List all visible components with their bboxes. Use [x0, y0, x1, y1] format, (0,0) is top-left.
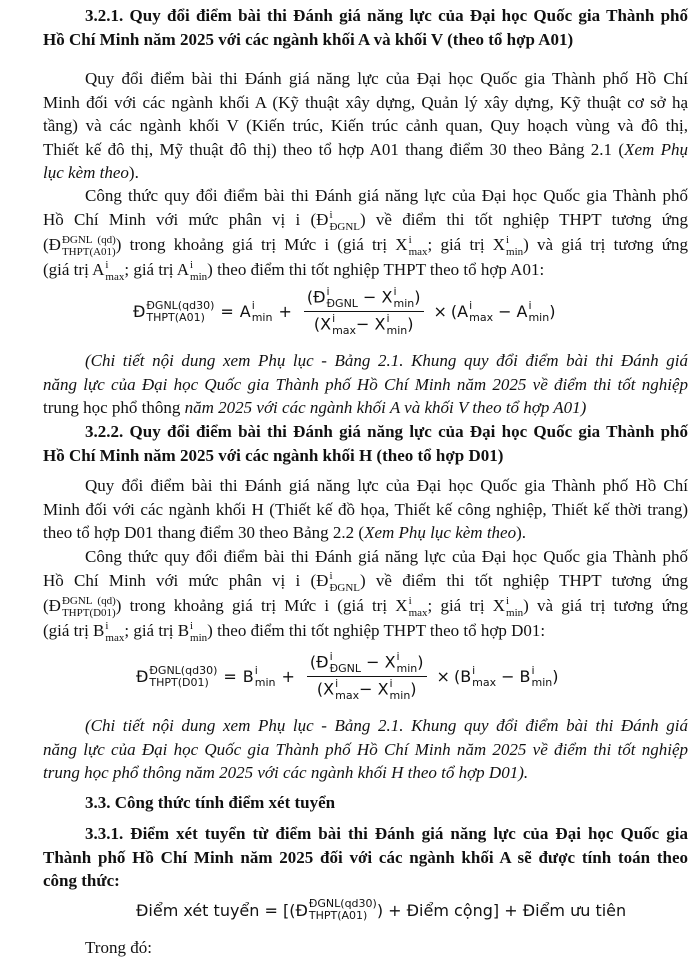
fraction: (Đ i ĐGNL − X i min ) (X i max − X i min ): [304, 286, 424, 337]
math-x-max: X i max: [395, 233, 428, 258]
text: trung học phổ thông: [43, 398, 185, 417]
text: (giá trị: [43, 259, 93, 279]
section-3-2-2-paragraph-2: [43, 545, 688, 644]
section-3-2-2-note: [43, 714, 688, 785]
text: ) và giá trị tương ứng: [523, 234, 688, 254]
section-3-3-heading: [43, 791, 688, 815]
math-x-min: X i min: [492, 233, 524, 258]
italic-text: Xem Phụ: [624, 139, 688, 159]
heading-line: 3.2.2. Quy đổi điểm bài thi Đánh giá năng lực của Đại học Quốc gia Thành phố: [85, 422, 688, 441]
formula-symbol: A: [239, 302, 251, 321]
math-b-max: B i max: [93, 619, 125, 644]
formula-symbol: B: [242, 667, 254, 686]
text: ) về điểm thi tốt nghiệp THPT tương ứng: [360, 570, 689, 590]
formula-text: Điểm xét tuyển = [(: [136, 900, 296, 920]
note-line: (Chi tiết nội dung xem Phụ lục - Bảng 2.1. Khung quy đổi điểm bài thi Đánh giá: [85, 716, 688, 735]
heading-line: Hồ Chí Minh năm 2025 với các ngành khối H (theo tổ hợp D01): [43, 445, 504, 465]
heading-line: 3.2.1. Quy đổi điểm bài thi Đánh giá năng lực của Đại học Quốc gia Thành phố: [85, 6, 688, 25]
section-3-2-1-paragraph-2: [43, 184, 688, 283]
paragraph-line: Quy đổi điểm bài thi Đánh giá năng lực của Đại học Quốc gia Thành phố Hồ Chí: [85, 476, 688, 495]
text: (giá trị: [43, 620, 94, 640]
math-b-min: B i min: [177, 619, 208, 644]
text: theo tổ hợp D01 thang điểm 30 theo Bảng 2.2 (: [43, 523, 365, 542]
math-d-dgnl: Đ i ĐGNL: [316, 208, 360, 233]
fraction: (Đ i ĐGNL − X i min ) (X i max − X i min ): [307, 651, 427, 702]
paragraph-line: [43, 208, 688, 233]
section-3-2-1-heading: [43, 4, 688, 51]
text: Thiết kế đô thị, Mỹ thuật đô thị) theo tổ hợp A01 thang điểm 30 theo Bảng 2.1 (: [43, 139, 625, 159]
trong-do-label: [43, 936, 688, 960]
paragraph-line: [43, 258, 688, 283]
formula-symbol: B: [519, 667, 531, 686]
plus-sign: +: [278, 302, 292, 321]
math-x-max: X i max: [395, 594, 428, 619]
text: ).: [516, 523, 527, 542]
math-d-thpt-qd: (Đ ĐGNL (qd) THPT(A01): [43, 233, 116, 258]
text: ; giá trị: [124, 259, 177, 279]
paragraph-line: [43, 619, 688, 644]
text: ; giá trị: [427, 595, 493, 615]
paragraph-line: [43, 594, 688, 619]
italic-text: năm 2025 với các ngành khối A và khối V theo tổ hợp A01): [184, 398, 587, 417]
heading-line: 3.3.1. Điểm xét tuyển từ điểm bài thi Đánh giá năng lực của Đại học Quốc gia: [85, 824, 688, 843]
note-line: năng lực của Đại học Quốc gia Thành phố Hồ Chí Minh năm 2025 về điểm thi tốt nghiệp: [43, 374, 688, 394]
paragraph-line: [43, 233, 688, 258]
text: Hồ Chí Minh với mức phân vị i (: [43, 209, 317, 229]
formula-symbol: Đ: [295, 900, 308, 920]
text: ) theo điểm thi tốt nghiệp THPT theo tổ hợp D01:: [207, 620, 546, 640]
heading-line: Hồ Chí Minh năm 2025 với các ngành khối A và khối V (theo tổ hợp A01): [43, 29, 574, 49]
paragraph-line: [43, 569, 688, 594]
text: Hồ Chí Minh với mức phân vị i (: [43, 570, 317, 590]
formula-text: ) + Điểm cộng] + Điểm ưu tiên: [376, 900, 627, 920]
paragraph-line: Công thức quy đổi điểm bài thi Đánh giá năng lực của Đại học Quốc gia Thành phố: [85, 547, 688, 566]
section-3-2-1-paragraph-1: [43, 67, 688, 185]
formula-symbol: A: [516, 302, 528, 321]
plus-sign: +: [281, 667, 295, 686]
heading-line: 3.3. Công thức tính điểm xét tuyển: [85, 793, 336, 812]
paragraph-line: [43, 521, 688, 545]
heading-line: Thành phố Hồ Chí Minh năm 2025 đối với các ngành khối A sẽ được tính toán theo: [43, 847, 688, 867]
section-3-2-2-paragraph-1: [43, 474, 688, 545]
italic-text: lục kèm theo: [43, 163, 129, 182]
equals-sign: =: [220, 302, 234, 321]
equals-sign: =: [223, 667, 237, 686]
text: ; giá trị: [427, 234, 493, 254]
paragraph-line: Trong đó:: [85, 938, 152, 957]
section-3-2-1-note: [43, 349, 688, 420]
formula-symbol: A: [457, 302, 469, 321]
note-line: năng lực của Đại học Quốc gia Thành phố Hồ Chí Minh năm 2025 về điểm thi tốt nghiệp: [43, 739, 688, 759]
times-sign: ×: [433, 302, 447, 321]
text: ; giá trị: [124, 620, 178, 640]
math-d-dgnl: Đ i ĐGNL: [316, 569, 360, 594]
paragraph-line: [43, 161, 688, 185]
paragraph-line: Quy đổi điểm bài thi Đánh giá năng lực của Đại học Quốc gia Thành phố Hồ Chí: [85, 69, 688, 88]
formula-symbol: B: [460, 667, 472, 686]
formula-symbol: Đ: [133, 302, 146, 321]
note-line: [43, 396, 688, 420]
note-line: trung học phổ thông năm 2025 với các ngành khối H theo tổ hợp D01).: [43, 763, 529, 782]
paragraph-line: [43, 138, 688, 162]
section-3-3-1-heading: [43, 822, 688, 893]
section-3-2-2-heading: [43, 420, 688, 467]
math-a-min: A i min: [176, 258, 208, 283]
text: ).: [128, 163, 139, 182]
math-a-max: A i max: [92, 258, 125, 283]
italic-text: Xem Phụ lục kèm theo: [364, 523, 517, 542]
text: ) về điểm thi tốt nghiệp THPT tương ứng: [360, 209, 689, 229]
math-d-thpt-qd: (Đ ĐGNL (qd) THPT(D01): [43, 594, 116, 619]
text: ) và giá trị tương ứng: [523, 595, 688, 615]
heading-line: công thức:: [43, 871, 120, 890]
document-page: 3.2.1. Quy đổi điểm bài thi Đánh giá năng lực của Đại học Quốc gia Thành phố Hồ Chí Minh năm 2025 với các ngành khối A và khối V (theo tổ hợp A01) Quy đổi điểm bài thi Đánh giá năng lực của Đại học Quốc gia Thành phố Hồ Chí Minh đối với các ngành khối A (Kỹ thuật xây dựng, Quản lý xây dựng, Kỹ thuật cơ sở hạ tầng) và các ngành khối V (Kiến trúc, Kiến trúc cảnh quan, Quy hoạch vùng và đô thị, Thiết kế đô thị, Mỹ thuật đô thị) theo tổ hợp A01 thang điểm 30 theo Bảng 2.1 (Xem Phụ lục kèm theo). Công thức quy đổi điểm bài thi Đánh giá năng lực của Đại học Quốc gia Thành phố Hồ Chí Minh với mức phân vị i (Đ i ĐGNL ) về điểm thi tốt nghiệp THPT tương ứng (Đ ĐGNL (qd) THPT(A01) ) trong khoảng giá trị Mức i (giá trị X i max ; giá trị X i min ) và giá trị tương ứng (giá trị A i max ; giá trị A i min ) theo điểm thi tốt nghiệp THPT theo tổ hợp A01: Đ ĐGNL(qd30) THPT(A01) = A i min + (Đ i ĐGNL − X i min ) (X i max − X i min ) × ( A i max − A i min ) (Chi tiết nội dung xem Phụ lục - Bảng 2.1. Khung quy đổi điểm bài thi Đánh giá năng lực của Đại học Quốc gia Thành phố Hồ Chí Minh năm 2025 về điểm thi tốt nghiệp trung học phổ thông năm 2025 với các ngành khối A và khối V theo tổ hợp A01) 3.2.2. Quy đổi điểm bài thi Đánh giá năng lực của Đại học Quốc gia Thành phố Hồ Chí Minh năm 2025 với các ngành khối H (theo tổ hợp D01) Quy đổi điểm bài thi Đánh giá năng lực của Đại học Quốc gia Thành phố Hồ Chí Minh đối với các ngành khối H (Thiết kế đồ họa, Thiết kế công nghiệp, Thiết kế thời trang) theo tổ hợp D01 thang điểm 30 theo Bảng 2.2 (Xem Phụ lục kèm theo). Công thức quy đổi điểm bài thi Đánh giá năng lực của Đại học Quốc gia Thành phố Hồ Chí Minh với mức phân vị i (Đ i ĐGNL ) về điểm thi tốt nghiệp THPT tương ứng (Đ ĐGNL (qd) THPT(D01) ) trong khoảng giá trị Mức i (giá trị X i max ; giá trị X i min ) và giá trị tương ứng (giá trị B i max ; giá trị B i min ) theo điểm thi tốt nghiệp THPT theo tổ hợp D01: Đ ĐGNL(qd30) THPT(D01) = B i min + (Đ i ĐGNL − X i min ) (X i max − X i min ) × ( B i max − B i min ) (Chi tiết nội dung xem Phụ lục - Bảng 2.1. Khung quy đổi điểm bài thi Đánh giá năng lực của Đại học Quốc gia Thành phố Hồ Chí Minh năm 2025 về điểm thi tốt nghiệp trung học phổ thông năm 2025 với các ngành khối H theo tổ hợp D01). 3.3. Công thức tính điểm xét tuyển 3.3.1. Điểm xét tuyển từ điểm bài thi Đánh giá năng lực của Đại học Quốc gia Thành phố Hồ Chí Minh năm 2025 đối với các ngành khối A sẽ được tính toán theo công thức: Điểm xét tuyển = [( Đ ĐGNL(qd30) THPT(A01) ) + Điểm cộng] + Điểm ưu tiên Trong đó:: [0, 0, 700, 966]
text: ) trong khoảng giá trị Mức i (giá trị: [115, 234, 396, 254]
note-line: (Chi tiết nội dung xem Phụ lục - Bảng 2.1. Khung quy đổi điểm bài thi Đánh giá: [85, 351, 688, 370]
paragraph-line: Minh đối với các ngành khối A (Kỹ thuật xây dựng, Quản lý xây dựng, Kỹ thuật cơ sở hạ: [43, 92, 688, 112]
paragraph-line: tầng) và các ngành khối V (Kiến trúc, Kiến trúc cảnh quan, Quy hoạch vùng và đô thị,: [43, 116, 688, 135]
paragraph-line: Minh đối với các ngành khối H (Thiết kế đồ họa, Thiết kế công nghiệp, Thiết kế thời trang): [43, 499, 688, 519]
text: ) trong khoảng giá trị Mức i (giá trị: [115, 595, 396, 615]
paragraph-line: Công thức quy đổi điểm bài thi Đánh giá năng lực của Đại học Quốc gia Thành phố: [85, 186, 688, 205]
formula-symbol: Đ: [136, 667, 149, 686]
text: ) theo điểm thi tốt nghiệp THPT theo tổ hợp A01:: [207, 259, 545, 279]
math-x-min: X i min: [492, 594, 524, 619]
times-sign: ×: [436, 667, 450, 686]
